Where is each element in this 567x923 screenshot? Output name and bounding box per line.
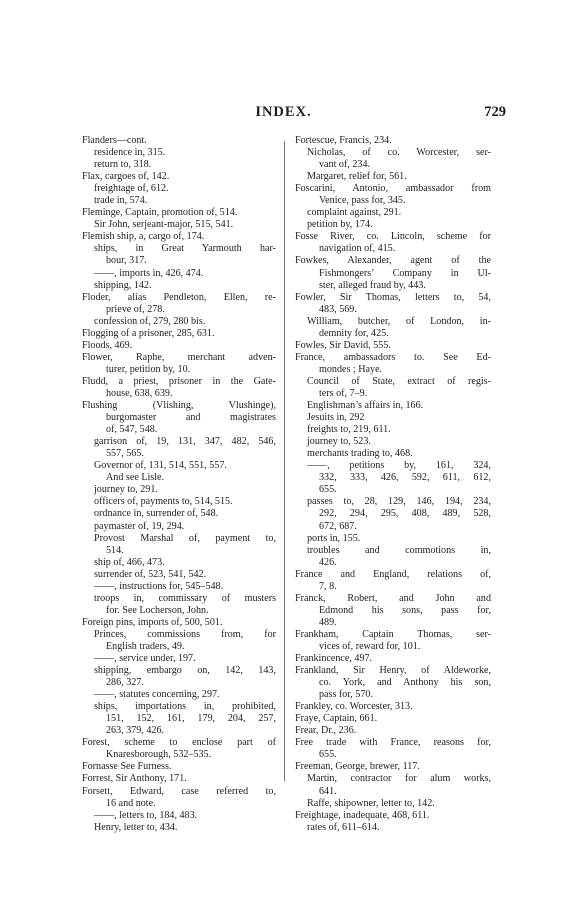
index-subentry: ports in, 155. bbox=[307, 532, 361, 544]
index-entry: Flanders—cont. bbox=[82, 135, 147, 146]
index-subentry: passes to, 28, 129, 146, 194, 234, bbox=[307, 496, 491, 508]
index-subentry: Edmond his sons, pass for, bbox=[319, 604, 491, 616]
index-subentry: 263, 379, 426. bbox=[106, 725, 165, 737]
index-subentry: journey to, 291. bbox=[94, 484, 158, 496]
index-entry: Fornasse See Furness. bbox=[82, 761, 172, 773]
index-subentry: journey to, 523. bbox=[307, 436, 371, 448]
index-entry: Frankley, co. Worcester, 313. bbox=[295, 701, 413, 713]
index-subentry: 672, 687. bbox=[319, 520, 357, 532]
index-entry: Freeman, George, brewer, 117. bbox=[295, 761, 420, 773]
index-subentry: ——, instructions for, 545–548. bbox=[94, 580, 224, 592]
index-subentry: 151, 152, 161, 179, 204, 257, bbox=[106, 713, 276, 725]
index-entry: Fowkes, Alexander, agent of the bbox=[295, 255, 491, 267]
index-subentry: 557, 565. bbox=[106, 448, 144, 460]
index-subentry: Provost Marshal of, payment to, bbox=[94, 532, 276, 544]
index-subentry: petition by, 174. bbox=[307, 219, 373, 231]
index-subentry: pass for, 570. bbox=[319, 689, 373, 701]
index-entry: France and England, relations of, bbox=[295, 568, 491, 580]
index-subentry: Sir John, serjeant-major, 515, 541. bbox=[94, 219, 234, 231]
index-subentry: 292, 294, 295, 408, 489, 528, bbox=[319, 508, 491, 520]
index-subentry: Governor of, 131, 514, 551, 557. bbox=[94, 460, 227, 472]
index-subentry: confession of, 279, 280 bis. bbox=[94, 315, 206, 327]
index-entry: Flogging of a prisoner, 285, 631. bbox=[82, 327, 215, 339]
index-entry: Frankland, Sir Henry, of Aldeworke, bbox=[295, 665, 491, 677]
index-subentry: ——, petitions by, 161, 324, bbox=[307, 460, 491, 472]
index-entry: Flax, cargoes of, 142. bbox=[82, 171, 170, 183]
index-subentry: Venice, pass for, 345. bbox=[319, 195, 406, 207]
index-subentry: 483, 569. bbox=[319, 303, 357, 315]
index-entry: Fowler, Sir Thomas, letters to, 54, bbox=[295, 291, 491, 303]
index-subentry: And see Lisle. bbox=[106, 472, 165, 484]
index-subentry: 514. bbox=[106, 544, 124, 556]
index-subentry: demnity for, 425. bbox=[319, 327, 389, 339]
index-subentry: English traders, 49. bbox=[106, 640, 185, 652]
index-entry: Fowles, Sir David, 555. bbox=[295, 339, 391, 351]
index-entry: Forrest, Sir Anthony, 171. bbox=[82, 773, 187, 785]
index-subentry: vices of, reward for, 101. bbox=[319, 640, 421, 652]
index-subentry: Jesuits in, 292 bbox=[307, 412, 365, 424]
index-entry: Foreign pins, imports of, 500, 501. bbox=[82, 616, 223, 628]
index-subentry: ——, statutes concerning, 297. bbox=[94, 689, 220, 701]
index-entry: Flower, Raphe, merchant adven- bbox=[82, 351, 276, 363]
index-entry: Franck, Robert, and John and bbox=[295, 592, 491, 604]
index-subentry: shipping, 142. bbox=[94, 279, 152, 291]
index-subentry: residence in, 315. bbox=[94, 147, 166, 159]
index-subentry: trade in, 574. bbox=[94, 195, 148, 207]
index-subentry: 332, 333, 426, 592, 611, 612, bbox=[319, 472, 491, 484]
index-subentry: navigation of, 415. bbox=[319, 243, 396, 255]
index-entry: Fleminge, Captain, promotion of, 514. bbox=[82, 207, 238, 219]
index-subentry: ——, service under, 197. bbox=[94, 653, 196, 665]
index-subentry: Knaresborough, 532–535. bbox=[106, 749, 212, 761]
index-subentry: Raffe, shipowner, letter to, 142. bbox=[307, 797, 435, 809]
index-subentry: shipping, embargo on, 142, 143, bbox=[94, 665, 276, 677]
index-subentry: vant of, 234. bbox=[319, 159, 371, 171]
index-subentry: surrender of, 523, 541, 542. bbox=[94, 568, 207, 580]
index-subentry: for. See Locherson, John. bbox=[106, 604, 209, 616]
index-entry: Freightage, inadequate, 468, 611. bbox=[295, 809, 430, 821]
index-subentry: rates of, 611–614. bbox=[307, 821, 380, 833]
index-subentry: Princes, commissions from, for bbox=[94, 628, 276, 640]
index-subentry: Henry, letter to, 434. bbox=[94, 821, 178, 833]
index-subentry: ships, in Great Yarmouth har- bbox=[94, 243, 276, 255]
index-subentry: 7, 8. bbox=[319, 580, 337, 592]
index-subentry: freights to, 219, 611. bbox=[307, 424, 391, 436]
index-subentry: officers of, payments to, 514, 515. bbox=[94, 496, 233, 508]
index-column-right bbox=[295, 135, 491, 834]
index-entry: Floods, 469. bbox=[82, 339, 133, 351]
index-subentry: house, 638, 639. bbox=[106, 387, 173, 399]
index-subentry: 426. bbox=[319, 556, 337, 568]
index-column-left bbox=[82, 135, 276, 834]
index-subentry: of, 547, 548. bbox=[106, 424, 158, 436]
index-subentry: freightage of, 612. bbox=[94, 183, 169, 195]
index-entry: Frankham, Captain Thomas, ser- bbox=[295, 628, 491, 640]
index-subentry: merchants trading to, 468. bbox=[307, 448, 413, 460]
index-subentry: Martin, contractor for alum works, bbox=[307, 773, 491, 785]
index-subentry: 655. bbox=[319, 484, 337, 496]
index-subentry: 641. bbox=[319, 785, 337, 797]
index-subentry: troubles and commotions in, bbox=[307, 544, 491, 556]
index-subentry: ——, imports in, 426, 474. bbox=[94, 267, 204, 279]
index-subentry: ——, letters to, 184, 483. bbox=[94, 809, 198, 821]
index-subentry: troops in, commissary of musters bbox=[94, 592, 276, 604]
index-entry: Flushing (Vlishing, Vlushinge), bbox=[82, 400, 276, 412]
index-subentry: Margaret, relief for, 561. bbox=[307, 171, 407, 183]
index-subentry: ordnance in, surrender of, 548. bbox=[94, 508, 219, 520]
index-subentry: ship of, 466, 473. bbox=[94, 556, 165, 568]
index-subentry: garrison of, 19, 131, 347, 482, 546, bbox=[94, 436, 276, 448]
index-subentry: mondes ; Haye. bbox=[319, 363, 383, 375]
index-subentry: Council of State, extract of regis- bbox=[307, 375, 491, 387]
index-entry: Fortescue, Francis, 234. bbox=[295, 135, 392, 146]
page-number: 729 bbox=[484, 104, 506, 120]
index-entry: Frear, Dr., 236. bbox=[295, 725, 357, 737]
index-entry: Free trade with France, reasons for, bbox=[295, 737, 491, 749]
index-entry: Foscarini, Antonio, ambassador from bbox=[295, 183, 491, 195]
index-subentry: Englishman’s affairs in, 166. bbox=[307, 400, 424, 412]
index-subentry: 655. bbox=[319, 749, 337, 761]
index-subentry: co. York, and Anthony his son, bbox=[319, 677, 491, 689]
index-subentry: ters of, 7–9. bbox=[319, 387, 368, 399]
index-entry: Fraye, Captain, 661. bbox=[295, 713, 378, 725]
index-entry: France, ambassadors to. See Ed- bbox=[295, 351, 491, 363]
index-entry: Frankincence, 497. bbox=[295, 653, 373, 665]
page-title: INDEX. bbox=[255, 104, 312, 120]
index-subentry: ships, importations in, prohibited, bbox=[94, 701, 276, 713]
index-subentry: burgomaster and magistrates bbox=[106, 412, 276, 424]
index-subentry: 286, 327. bbox=[106, 677, 144, 689]
index-subentry: return to, 318. bbox=[94, 159, 152, 171]
index-entry: Forsett, Edward, case referred to, bbox=[82, 785, 276, 797]
index-subentry: complaint against, 291. bbox=[307, 207, 402, 219]
index-entry: Flemish ship, a, cargo of, 174. bbox=[82, 231, 205, 243]
index-subentry: ster, alleged fraud by, 443. bbox=[319, 279, 426, 291]
index-subentry: 489. bbox=[319, 616, 337, 628]
index-subentry: 16 and note. bbox=[106, 797, 156, 809]
index-subentry: turer, petition by, 10. bbox=[106, 363, 191, 375]
index-entry: Forest, scheme to enclose part of bbox=[82, 737, 276, 749]
column-divider bbox=[284, 141, 285, 781]
index-subentry: bour, 317. bbox=[106, 255, 147, 267]
index-subentry: paymaster of, 19, 294. bbox=[94, 520, 185, 532]
index-subentry: William, butcher, of London, in- bbox=[307, 315, 491, 327]
index-entry: Fosse River, co. Lincoln, scheme for bbox=[295, 231, 491, 243]
index-subentry: Nicholas, of co. Worcester, ser- bbox=[307, 147, 491, 159]
index-entry: Floder, alias Pendleton, Ellen, re- bbox=[82, 291, 276, 303]
index-entry: Fludd, a priest, prisoner in the Gate- bbox=[82, 375, 276, 387]
index-subentry: Fishmongers’ Company in Ul- bbox=[319, 267, 491, 279]
index-subentry: prieve of, 278. bbox=[106, 303, 165, 315]
